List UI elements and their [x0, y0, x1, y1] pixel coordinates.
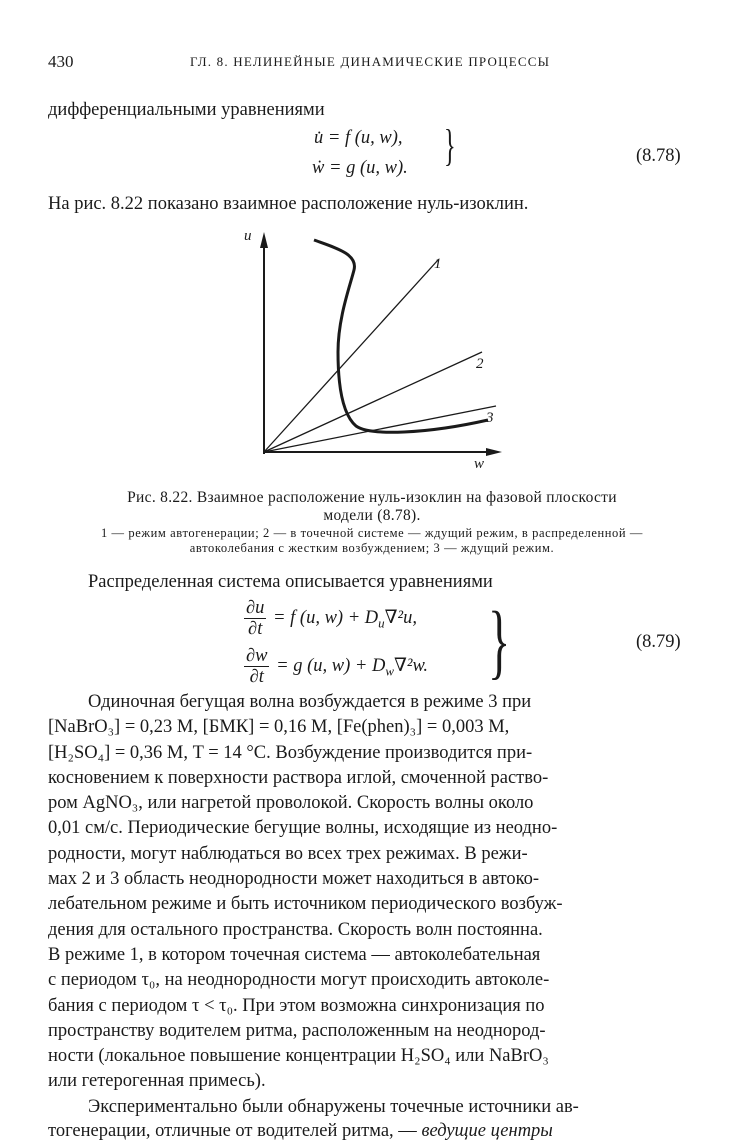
equation-8-79-fraction2 — [244, 646, 269, 687]
paragraph-2-line: Экспериментально были обнаружены точечные источники ав- — [88, 1097, 579, 1117]
y-axis-arrow — [260, 232, 268, 248]
line-label-3: 3 — [486, 410, 494, 426]
paragraph-1-line: пространству водителем ритма, расположенным на неоднород- — [48, 1020, 546, 1041]
equation-8-79-brace: } — [488, 595, 511, 688]
equation-8-79-fraction1 — [244, 598, 266, 639]
equation-8-79-line2 — [244, 646, 428, 687]
running-head: ГЛ. 8. НЕЛИНЕЙНЫЕ ДИНАМИЧЕСКИЕ ПРОЦЕССЫ — [190, 54, 551, 69]
paragraph-1-line: мах 2 и 3 область неоднородности может находиться в автоко- — [48, 869, 540, 890]
nullcline-curve — [314, 240, 488, 432]
equation-8-79-tail1: ∇²u, — [384, 607, 417, 628]
paragraph-1-line: косновением к поверхности раствора иглой, смоченной раство- — [48, 767, 549, 788]
paragraph-2-line2-text: тогенерации, отличные от водителей ритма, — — [48, 1121, 417, 1141]
paragraph-1-line: или гетерогенная примесь). — [48, 1071, 266, 1092]
equation-8-79-tail2: ∇²w. — [394, 655, 429, 676]
figure-caption-note-line1: 1 — режим автогенерации; 2 — в точечной системе — ждущий режим, в распределенной — — [100, 526, 644, 540]
leading-centers-term: ведущие центры — [421, 1121, 553, 1141]
equation-8-79-sub1: u — [378, 615, 385, 631]
paragraph-1-line: родности, могут наблюдаться во всех трех режимах. В режи- — [48, 843, 528, 864]
x-axis-label: w — [474, 456, 485, 472]
equation-8-79-rhs2: = g (u, w) + D — [276, 655, 386, 676]
equation-8-79-sub2: w — [385, 663, 394, 679]
paragraph-1-line: Одиночная бегущая волна возбуждается в режиме 3 при — [88, 692, 532, 712]
paragraph-1-line: с периодом τ₀, на неоднородности могут происходить автоколе- — [48, 970, 550, 991]
paragraph-1-line: 0,01 см/с. Периодические бегущие волны, исходящие из неодно- — [48, 818, 558, 839]
equation-8-78-brace: } — [444, 121, 456, 170]
line-label-1: 1 — [434, 256, 442, 272]
paragraph-2 — [48, 1095, 696, 1143]
line-label-2: 2 — [476, 356, 484, 372]
paragraph-1-line: бания с периодом τ < τ₀. При этом возможна синхронизация по — [48, 995, 545, 1016]
equation-8-79-number: (8.79) — [636, 632, 681, 652]
paragraph-1-line: В режиме 1, в котором точечная система — автоколебательная — [48, 944, 541, 965]
paragraph-1-line: лебательном режиме и быть источником периодического возбуж- — [48, 894, 563, 915]
equation-8-78-number: (8.78) — [636, 146, 681, 166]
paragraph-2-line2 — [48, 1119, 696, 1143]
nullcline-line-2 — [264, 352, 482, 452]
figure-caption-line1: Рис. 8.22. Взаимное расположение нуль-изоклин на фазовой плоскости — [127, 489, 617, 506]
figure-8-22 — [230, 222, 520, 484]
figure-8-22-svg — [230, 222, 520, 484]
equation-8-78-line2: ẇ = g (u, w). — [312, 158, 408, 178]
equation-8-79-line1 — [244, 598, 417, 639]
paragraph-1-line: дения для остального пространства. Скорость волн постоянна. — [48, 919, 543, 940]
paragraph-1-line: ности (локальное повышение концентрации H₂SO₄ или NaBrO₃ — [48, 1046, 549, 1067]
paragraph-1-line: ром AgNO₃, или нагретой проволокой. Скорость волны около — [48, 793, 534, 814]
equation-8-79-num2: ∂w — [246, 646, 268, 666]
equation-8-79-den2: ∂t — [249, 667, 264, 687]
page-number: 430 — [48, 52, 74, 71]
page-header — [48, 52, 698, 76]
intro-line: дифференциальными уравнениями — [48, 100, 325, 120]
equation-8-78-line1: u̇ = f (u, w), — [314, 128, 403, 148]
distributed-intro: Распределенная система описывается уравнениями — [88, 572, 493, 592]
x-axis-arrow — [486, 448, 502, 456]
figure-caption-line2: модели (8.78). — [323, 507, 421, 524]
figure-caption-note-line2: автоколебания с жестким возбуждением; 3 — ждущий режим. — [189, 541, 555, 555]
equation-8-79-rhs1: = f (u, w) + D — [273, 607, 379, 628]
paragraph-1-line: [H₂SO₄] = 0,36 М, T = 14 °C. Возбуждение производится при- — [48, 742, 533, 763]
paragraph-1 — [48, 690, 696, 1095]
y-axis-label: u — [244, 228, 252, 244]
paragraph-1-line: [NaBrO₃] = 0,23 М, [БМК] = 0,16 М, [Fe(phen)₃] = 0,003 М, — [48, 717, 510, 738]
figure-intro: На рис. 8.22 показано взаимное расположение нуль-изоклин. — [48, 194, 529, 214]
equation-8-79-num1: ∂u — [246, 598, 265, 618]
equation-8-79-den1: ∂t — [248, 619, 263, 639]
